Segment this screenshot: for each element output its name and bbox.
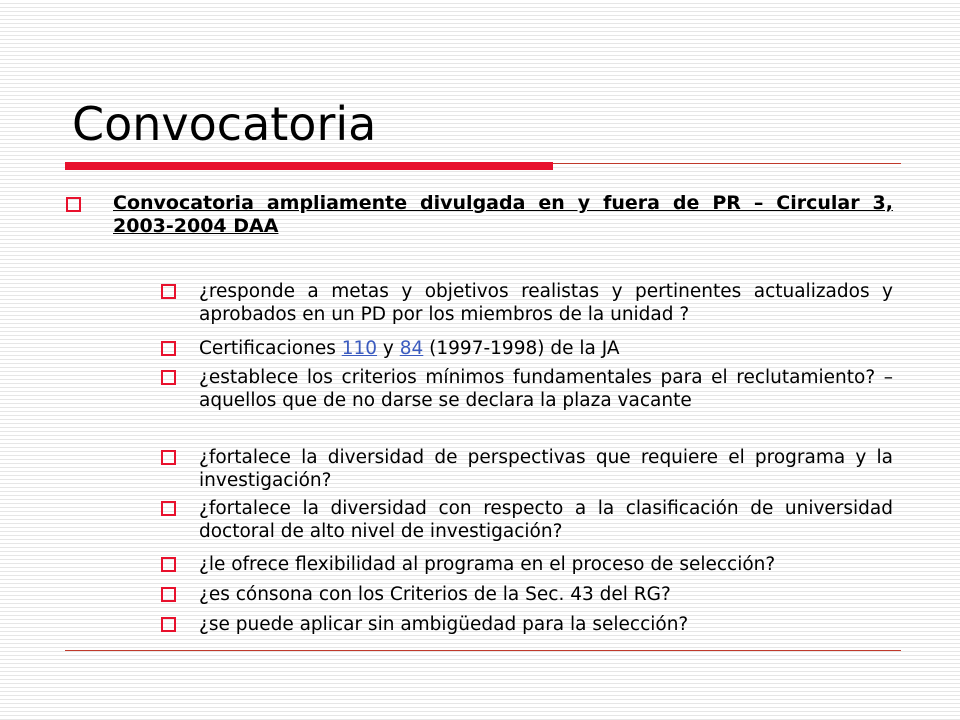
slide-title: Convocatoria bbox=[72, 97, 377, 151]
square-bullet-icon bbox=[161, 501, 176, 516]
sub-bullet-6: ¿le ofrece flexibilidad al programa en el proceso de selección? bbox=[199, 554, 776, 575]
sub-bullet-5: ¿fortalece la diversidad con respecto a la clasificación de universidad doctoral de alto nivel de investigación? bbox=[199, 498, 893, 542]
sub-bullet-2-prefix: Certificaciones bbox=[199, 338, 342, 359]
square-bullet-icon bbox=[66, 197, 81, 212]
square-bullet-icon bbox=[161, 341, 176, 356]
sub-bullet-7: ¿es cónsona con los Criterios de la Sec. 43 del RG? bbox=[199, 584, 671, 605]
square-bullet-icon bbox=[161, 587, 176, 602]
sub-bullet-1: ¿responde a metas y objetivos realistas y pertinentes actualizados y aprobados en un PD por los miembros de la unidad ? bbox=[199, 281, 893, 325]
main-bullet-text: Convocatoria ampliamente divulgada en y fuera de PR – Circular 3, 2003-2004 DAA bbox=[113, 192, 893, 237]
sub-bullet-2 bbox=[199, 337, 893, 360]
footer-divider-line bbox=[65, 650, 901, 651]
square-bullet-icon bbox=[161, 370, 176, 385]
sub-bullet-2-middle: y bbox=[377, 338, 400, 359]
title-accent-bar bbox=[65, 162, 553, 170]
sub-bullet-2-suffix: (1997-1998) de la JA bbox=[423, 338, 620, 359]
certification-110-link[interactable]: 110 bbox=[341, 338, 378, 359]
square-bullet-icon bbox=[161, 450, 176, 465]
square-bullet-icon bbox=[161, 284, 176, 299]
certification-84-link[interactable]: 84 bbox=[399, 338, 424, 359]
sub-bullet-3: ¿establece los criterios mínimos fundamentales para el reclutamiento? – aquellos que de no darse se declara la plaza vacante bbox=[199, 367, 893, 411]
square-bullet-icon bbox=[161, 557, 176, 572]
sub-bullet-8: ¿se puede aplicar sin ambigüedad para la selección? bbox=[199, 614, 689, 635]
square-bullet-icon bbox=[161, 617, 176, 632]
sub-bullet-4: ¿fortalece la diversidad de perspectivas que requiere el programa y la investigación? bbox=[199, 447, 893, 491]
